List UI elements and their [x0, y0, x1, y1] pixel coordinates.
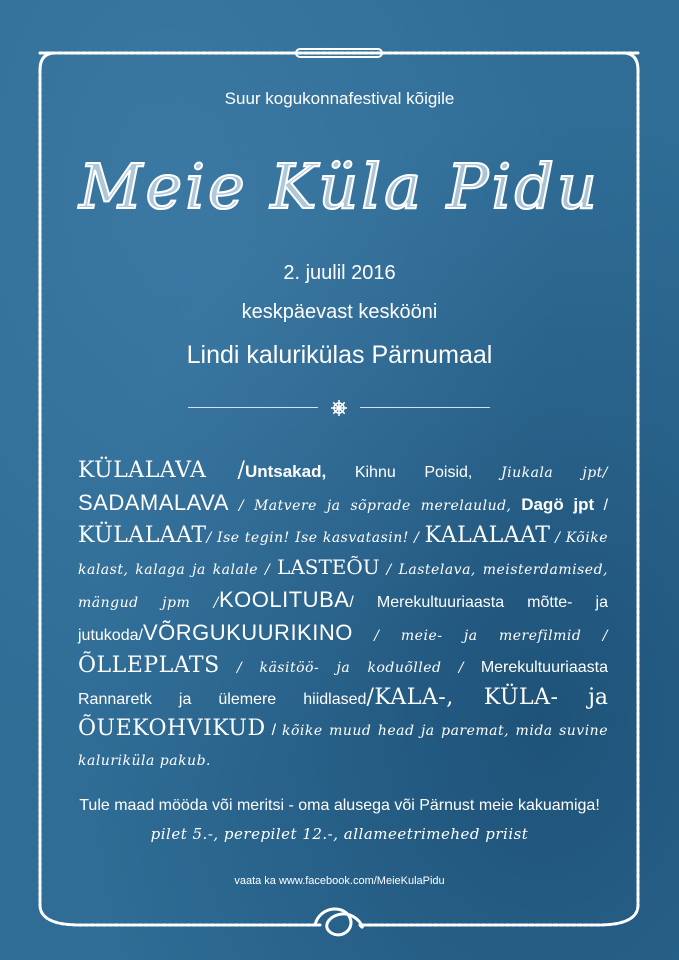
separator: / [594, 497, 609, 514]
rope-bottom-right [360, 905, 638, 925]
separator: / [206, 458, 245, 483]
area-kohvikud-2: ÕUEKOHVIKUD [78, 716, 266, 741]
invite-text: Tule maad mööda või meritsi - oma alusega või Pärnust meie kakuamiga! [79, 797, 600, 814]
event-date: 2. juulil 2016 [283, 262, 396, 284]
closing-line: kõike muud head ja paremat, mida suvine kaluriküla pakub. [78, 723, 608, 769]
conjunction: ja [558, 685, 609, 710]
lasteou-desc: / Lastelava, meisterdamised, mängud jpm / [78, 562, 609, 611]
facebook-link[interactable]: vaata ka www.facebook.com/MeieKulaPidu [234, 875, 445, 887]
rope-bottom-left [40, 905, 320, 925]
stage-kulalava: KÜLALAVA [78, 458, 207, 483]
event-time: keskpäevast keskööni [241, 301, 438, 323]
koolituba-desc: / Merekultuuriaasta mõtte- ja jutukoda/ [78, 594, 608, 644]
area-olleplats: ÕLLEPLATS [78, 653, 220, 678]
area-koolituba: KOOLITUBA [219, 587, 350, 612]
kulalaat-desc: / Ise tegin! Ise kasvatasin! / [206, 530, 425, 546]
divider-right [360, 407, 490, 408]
rope-corner-tr [623, 53, 638, 70]
divider-left [188, 407, 318, 408]
area-vorgukuurikino: VÕRGUKUURIKINO [142, 620, 353, 645]
performer-matvere: / Matvere ja sõprade merelaulud, [228, 498, 512, 514]
performer-untsakad: Untsakad, [244, 462, 327, 481]
olleplats-desc: / käsitöö- ja koduõlled / [219, 660, 465, 676]
area-kulalaat: KÜLALAAT [78, 523, 207, 548]
kino-desc: / meie- ja merefilmid / [352, 628, 608, 644]
event-place: Lindi kalurikülas Pärnumaal [186, 341, 493, 369]
performer-dago: Dagö jpt [511, 495, 595, 514]
performer-jiukala: Jiukala jpt/ [500, 465, 609, 481]
tagline: Suur kogukonnafestival kõigile [224, 89, 455, 108]
ship-wheel-icon [330, 399, 348, 417]
area-kohvikud-1: /KALA-, KÜLA- [366, 685, 559, 710]
area-kalalaat: KALALAAT [424, 523, 551, 548]
ticket-prices: pilet 5.-, perepilet 12.-, allameetrimehed priist [150, 825, 529, 843]
stage-sadamalava: SADAMALAVA [78, 490, 229, 515]
performer-kihnu: Kihnu Poisid, [326, 464, 501, 481]
separator: / [265, 722, 282, 739]
area-lasteou: LASTEÕU [277, 555, 380, 579]
reef-knot [315, 909, 362, 935]
program-list [78, 456, 608, 776]
rannaretk-desc: Merekultuuriaasta Rannaretk ja ülemere hiidlased [78, 659, 608, 708]
rope-corner-tl [40, 53, 55, 70]
event-title: Meie Küla Pidu [79, 150, 600, 223]
kalalaat-desc: / Kõike kalast, kalaga ja kalale / [78, 530, 608, 578]
